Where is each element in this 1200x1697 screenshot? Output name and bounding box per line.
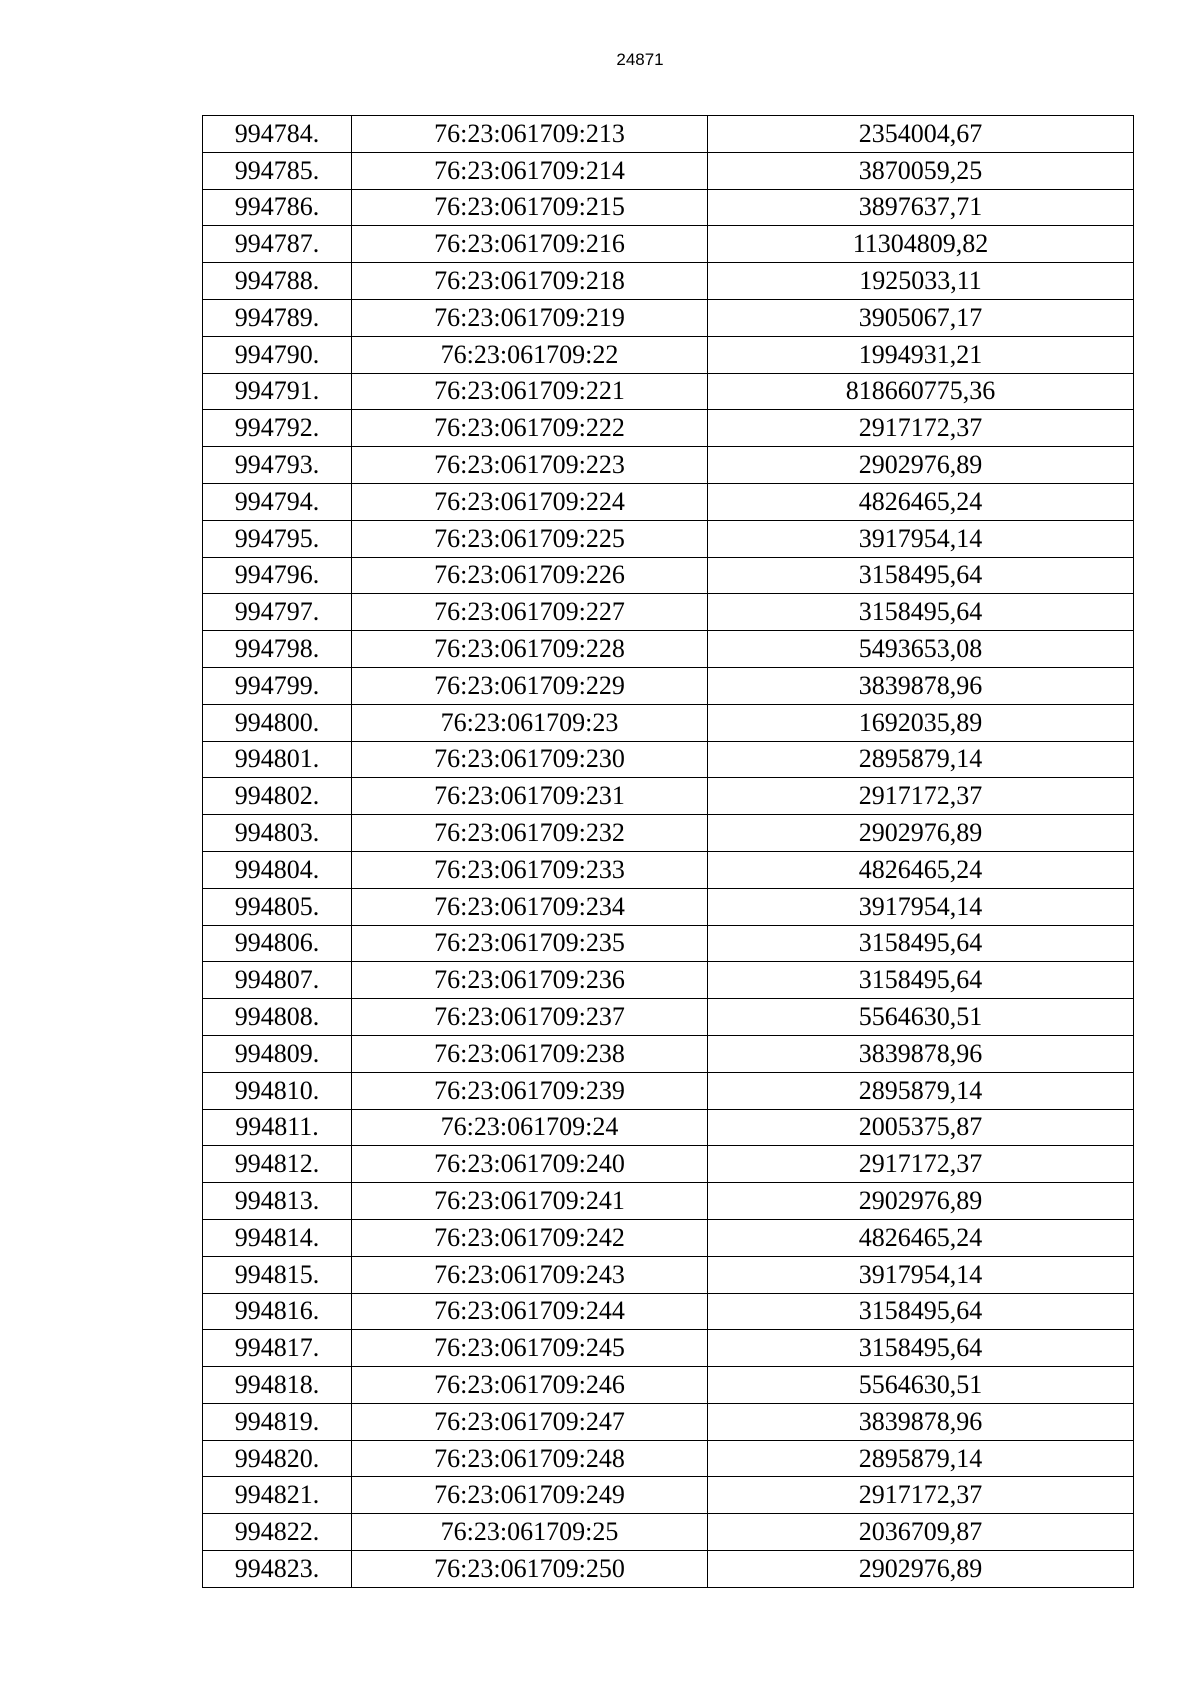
table-row [203,851,1134,888]
cadastral-number-cell: 76:23:061709:237 [352,999,708,1036]
table-row [203,594,1134,631]
cadastral-value-cell: 5564630,51 [708,1367,1134,1404]
row-number-cell: 994821. [203,1477,352,1514]
row-number-cell: 994809. [203,1035,352,1072]
cadastral-number-cell: 76:23:061709:242 [352,1219,708,1256]
row-number-cell: 994792. [203,410,352,447]
cadastral-value-cell: 3917954,14 [708,1256,1134,1293]
registry-table-body [203,116,1134,1588]
cadastral-number-cell: 76:23:061709:221 [352,373,708,410]
cadastral-number-cell: 76:23:061709:241 [352,1183,708,1220]
cadastral-number-cell: 76:23:061709:218 [352,263,708,300]
row-number-cell: 994791. [203,373,352,410]
cadastral-value-cell: 2902976,89 [708,447,1134,484]
cadastral-number-cell: 76:23:061709:247 [352,1403,708,1440]
table-row [203,336,1134,373]
cadastral-value-cell: 2917172,37 [708,778,1134,815]
table-row [203,1330,1134,1367]
row-number-cell: 994800. [203,704,352,741]
cadastral-value-cell: 2917172,37 [708,1146,1134,1183]
table-row [203,1219,1134,1256]
cadastral-value-cell: 3917954,14 [708,888,1134,925]
cadastral-value-cell: 3839878,96 [708,1035,1134,1072]
row-number-cell: 994801. [203,741,352,778]
table-row [203,741,1134,778]
table-row [203,1477,1134,1514]
row-number-cell: 994815. [203,1256,352,1293]
row-number-cell: 994784. [203,116,352,153]
cadastral-value-cell: 2895879,14 [708,1072,1134,1109]
cadastral-number-cell: 76:23:061709:222 [352,410,708,447]
table-row [203,704,1134,741]
cadastral-number-cell: 76:23:061709:227 [352,594,708,631]
cadastral-value-cell: 2005375,87 [708,1109,1134,1146]
table-row [203,925,1134,962]
table-row [203,557,1134,594]
cadastral-number-cell: 76:23:061709:224 [352,483,708,520]
table-row [203,1256,1134,1293]
table-row [203,447,1134,484]
row-number-cell: 994816. [203,1293,352,1330]
cadastral-number-cell: 76:23:061709:214 [352,152,708,189]
cadastral-value-cell: 4826465,24 [708,1219,1134,1256]
row-number-cell: 994817. [203,1330,352,1367]
cadastral-number-cell: 76:23:061709:233 [352,851,708,888]
cadastral-value-cell: 1994931,21 [708,336,1134,373]
cadastral-number-cell: 76:23:061709:243 [352,1256,708,1293]
row-number-cell: 994812. [203,1146,352,1183]
table-row [203,116,1134,153]
row-number-cell: 994814. [203,1219,352,1256]
table-row [203,778,1134,815]
cadastral-number-cell: 76:23:061709:239 [352,1072,708,1109]
cadastral-value-cell: 3839878,96 [708,667,1134,704]
cadastral-number-cell: 76:23:061709:215 [352,189,708,226]
cadastral-number-cell: 76:23:061709:223 [352,447,708,484]
cadastral-value-cell: 3158495,64 [708,925,1134,962]
cadastral-value-cell: 3158495,64 [708,1293,1134,1330]
cadastral-value-cell: 818660775,36 [708,373,1134,410]
row-number-cell: 994786. [203,189,352,226]
row-number-cell: 994813. [203,1183,352,1220]
table-row [203,1109,1134,1146]
cadastral-number-cell: 76:23:061709:213 [352,116,708,153]
cadastral-value-cell: 1925033,11 [708,263,1134,300]
cadastral-value-cell: 5564630,51 [708,999,1134,1036]
table-row [203,1403,1134,1440]
row-number-cell: 994808. [203,999,352,1036]
cadastral-number-cell: 76:23:061709:22 [352,336,708,373]
cadastral-number-cell: 76:23:061709:231 [352,778,708,815]
table-row [203,667,1134,704]
table-row [203,226,1134,263]
row-number-cell: 994798. [203,631,352,668]
table-row [203,888,1134,925]
cadastral-value-cell: 2902976,89 [708,1551,1134,1588]
row-number-cell: 994797. [203,594,352,631]
row-number-cell: 994805. [203,888,352,925]
cadastral-value-cell: 3870059,25 [708,152,1134,189]
cadastral-value-cell: 3158495,64 [708,962,1134,999]
cadastral-value-cell: 11304809,82 [708,226,1134,263]
table-row [203,520,1134,557]
row-number-cell: 994822. [203,1514,352,1551]
table-row [203,631,1134,668]
cadastral-number-cell: 76:23:061709:24 [352,1109,708,1146]
row-number-cell: 994802. [203,778,352,815]
cadastral-value-cell: 2917172,37 [708,410,1134,447]
cadastral-number-cell: 76:23:061709:229 [352,667,708,704]
cadastral-number-cell: 76:23:061709:25 [352,1514,708,1551]
cadastral-value-cell: 1692035,89 [708,704,1134,741]
table-row [203,999,1134,1036]
cadastral-value-cell: 3905067,17 [708,299,1134,336]
cadastral-number-cell: 76:23:061709:216 [352,226,708,263]
cadastral-number-cell: 76:23:061709:240 [352,1146,708,1183]
table-row [203,1072,1134,1109]
table-row [203,1551,1134,1588]
table-row [203,1440,1134,1477]
row-number-cell: 994796. [203,557,352,594]
table-row [203,1367,1134,1404]
cadastral-value-cell: 5493653,08 [708,631,1134,668]
cadastral-number-cell: 76:23:061709:232 [352,815,708,852]
table-row [203,373,1134,410]
cadastral-value-cell: 4826465,24 [708,483,1134,520]
table-row [203,263,1134,300]
cadastral-number-cell: 76:23:061709:238 [352,1035,708,1072]
cadastral-value-cell: 4826465,24 [708,851,1134,888]
table-row [203,410,1134,447]
cadastral-value-cell: 2895879,14 [708,741,1134,778]
table-row [203,1035,1134,1072]
cadastral-number-cell: 76:23:061709:244 [352,1293,708,1330]
cadastral-number-cell: 76:23:061709:236 [352,962,708,999]
table-row [203,189,1134,226]
table-row [203,1293,1134,1330]
row-number-cell: 994811. [203,1109,352,1146]
row-number-cell: 994787. [203,226,352,263]
row-number-cell: 994788. [203,263,352,300]
row-number-cell: 994818. [203,1367,352,1404]
row-number-cell: 994807. [203,962,352,999]
cadastral-number-cell: 76:23:061709:23 [352,704,708,741]
cadastral-value-cell: 2036709,87 [708,1514,1134,1551]
row-number-cell: 994793. [203,447,352,484]
cadastral-value-cell: 3917954,14 [708,520,1134,557]
row-number-cell: 994785. [203,152,352,189]
cadastral-number-cell: 76:23:061709:249 [352,1477,708,1514]
row-number-cell: 994804. [203,851,352,888]
cadastral-value-cell: 2902976,89 [708,815,1134,852]
cadastral-number-cell: 76:23:061709:235 [352,925,708,962]
row-number-cell: 994806. [203,925,352,962]
row-number-cell: 994823. [203,1551,352,1588]
cadastral-number-cell: 76:23:061709:246 [352,1367,708,1404]
cadastral-number-cell: 76:23:061709:245 [352,1330,708,1367]
cadastral-value-cell: 3158495,64 [708,1330,1134,1367]
cadastral-number-cell: 76:23:061709:219 [352,299,708,336]
cadastral-value-cell: 3897637,71 [708,189,1134,226]
cadastral-number-cell: 76:23:061709:228 [352,631,708,668]
row-number-cell: 994794. [203,483,352,520]
cadastral-value-cell: 2902976,89 [708,1183,1134,1220]
table-row [203,299,1134,336]
cadastral-value-cell: 2895879,14 [708,1440,1134,1477]
cadastral-number-cell: 76:23:061709:234 [352,888,708,925]
row-number-cell: 994819. [203,1403,352,1440]
cadastral-value-cell: 3839878,96 [708,1403,1134,1440]
registry-table [202,115,1134,1588]
cadastral-number-cell: 76:23:061709:230 [352,741,708,778]
cadastral-number-cell: 76:23:061709:248 [352,1440,708,1477]
table-row [203,962,1134,999]
row-number-cell: 994795. [203,520,352,557]
cadastral-number-cell: 76:23:061709:225 [352,520,708,557]
page-number: 24871 [616,50,664,69]
table-row [203,1183,1134,1220]
table-row [203,483,1134,520]
cadastral-value-cell: 3158495,64 [708,594,1134,631]
table-row [203,1514,1134,1551]
cadastral-value-cell: 2354004,67 [708,116,1134,153]
cadastral-number-cell: 76:23:061709:226 [352,557,708,594]
table-row [203,152,1134,189]
cadastral-value-cell: 2917172,37 [708,1477,1134,1514]
cadastral-value-cell: 3158495,64 [708,557,1134,594]
row-number-cell: 994799. [203,667,352,704]
row-number-cell: 994790. [203,336,352,373]
row-number-cell: 994789. [203,299,352,336]
row-number-cell: 994803. [203,815,352,852]
table-row [203,1146,1134,1183]
row-number-cell: 994810. [203,1072,352,1109]
row-number-cell: 994820. [203,1440,352,1477]
table-row [203,815,1134,852]
cadastral-number-cell: 76:23:061709:250 [352,1551,708,1588]
